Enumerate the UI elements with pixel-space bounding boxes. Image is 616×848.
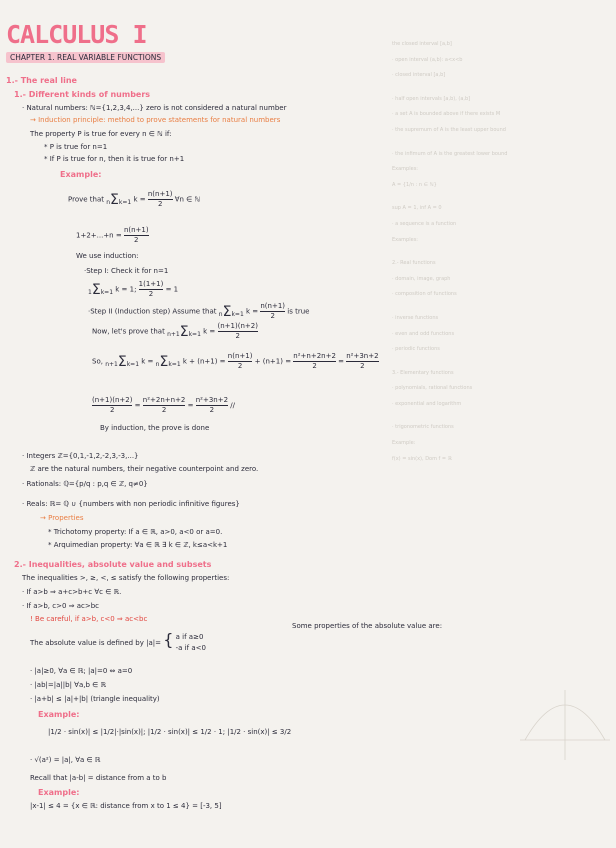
result-equation: $\frac{(n+1)(n+2)}{2}$ = $\frac{\text{n²+2n+n+2}}{2}$ = $\frac{\text{n²+3n+2}}{2}$ // (92, 396, 235, 414)
step-2-is-true: is true (287, 307, 310, 316)
bleed-through-line: · trigonometric functions (392, 424, 454, 431)
case-1: a if a≥0 (175, 633, 204, 641)
archimedean-text: * Arquimedian property: ∀a ∈ ℝ ∃ k ∈ ℤ, k≤a<k+1 (48, 541, 228, 549)
recall-text: Recall that |a-b| = distance from a to b (30, 774, 167, 782)
example-label: Example: (60, 170, 102, 179)
bleed-through-line: 3.- Elementary functions (392, 369, 454, 376)
bleed-through-line: · polynomials, rational functions (392, 385, 473, 392)
fraction: $\frac{(n+1)(n+2)}{2}$ (92, 396, 133, 414)
step-1-result: = 1 (165, 285, 179, 294)
bleed-through-line: · exponential and logarithm (392, 400, 462, 407)
bleed-through-line: · domain, image, graph (392, 275, 451, 282)
conclusion-text: By induction, the prove is done (100, 424, 210, 432)
step-2-prove-label: Now, let's prove that (92, 327, 165, 336)
reals-text: · Reals: ℝ= ℚ ∪ {numbers with non periodic infinitive figures} (22, 500, 240, 508)
bleed-through-line: · even and odd functions (392, 330, 455, 337)
brace: { (163, 630, 174, 649)
bleed-through-line: · the supremum of A is the least upper bound (392, 126, 506, 133)
absdef-label: The absolute value is defined by |a|= (30, 639, 161, 647)
properties-label: → Properties (40, 514, 84, 522)
abs-example-equation: |1/2 · sin(x)| ≤ |1/2|·|sin(x)|; |1/2 · sin(x)| ≤ 1/2 · 1; |1/2 · sin(x)| ≤ 3/2 (48, 728, 292, 736)
so-equation: So, n+1Σk=1 k = nΣk=1 k + (n+1) = $\frac{n(n+1)}{2}$ + (n+1) = $\frac{\text{n²+n+2n+2}}{2}$ = $\frac{\text{n²+3n+2}}{2}$ (92, 352, 379, 370)
step-2-label: ·Step II (Induction step) Assume that (88, 307, 217, 316)
example-label: Example: (38, 710, 80, 719)
bleed-through-line: Examples: (392, 236, 418, 243)
bleed-through-line: · closed interval [a,b] (392, 72, 446, 79)
sum-symbol: nΣk=1 (218, 303, 244, 320)
abs-properties-intro: Some properties of the absolute value are: (292, 622, 443, 630)
faint-graph (520, 690, 610, 760)
sum-symbol: nΣk=1 (106, 191, 132, 208)
bleed-through-line: sup A = 1, inf A = 0 (392, 205, 442, 212)
inequality-property: · If a>b ⇒ a+c>b+c ∀c ∈ ℝ. (22, 588, 122, 596)
absolute-value-definition (30, 630, 206, 654)
property-text: The property P is true for every n ∈ ℕ if: (30, 130, 172, 138)
bleed-through-line: · a set A is bounded above if there exists M (392, 111, 501, 118)
rationals-text: · Rationals: ℚ={p/q : p,q ∈ ℤ, q≠0} (22, 480, 148, 488)
fraction: $\frac{\text{n²+n+2n+2}}{2}$ (293, 352, 336, 370)
fraction: $\frac{\text{n²+3n+2}}{2}$ (346, 352, 379, 370)
bleed-through-line: · open interval (a,b): a<x<b (392, 56, 463, 63)
inequalities-intro: The inequalities >, ≥, <, ≤ satisfy the following properties: (22, 574, 230, 582)
sum-symbol: n+1Σk=1 (105, 353, 140, 370)
fraction: $\frac{n(n+1)}{2}$ (147, 190, 173, 208)
subsection-heading: 1.- Different kinds of numbers (14, 90, 151, 99)
warning-text: ! Be careful, if a>b, c<0 ⇒ ac<bc (30, 615, 148, 623)
fraction: $\frac{1(1+1)}{2}$ (138, 280, 164, 298)
bleed-through-line: · composition of functions (392, 291, 457, 298)
step-2-equation: ·Step II (Induction step) Assume that nΣk=1 k = $\frac{n(n+1)}{2}$ is true (88, 302, 310, 320)
bleed-through-line: the closed interval [a,b] (392, 41, 452, 47)
so-label: So, (92, 357, 103, 366)
integers-description: ℤ are the natural numbers, their negative counterpoint and zero. (30, 465, 259, 473)
induction-principle-text: → Induction principle: method to prove statements for natural numbers (30, 116, 281, 124)
integers-text: · Integers ℤ={0,1,-1,2,-2,3,-3,...} (22, 452, 139, 460)
sum-lhs: 1+2+...+n = (76, 231, 122, 240)
fraction: $\frac{(n+1)(n+2)}{2}$ (217, 322, 258, 340)
prove-label: Prove that (68, 195, 104, 204)
abs-property: · |ab|=|a||b| ∀a,b ∈ ℝ (30, 681, 106, 689)
sum-symbol: nΣk=1 (155, 353, 181, 370)
fraction: $\frac{n(n+1)}{2}$ (227, 352, 253, 370)
bleed-through-line: A = {1/n : n ∈ ℕ} (392, 181, 437, 188)
fraction: $\frac{\text{n²+3n+2}}{2}$ (195, 396, 229, 414)
prove-equation: Prove that nΣk=1 k = $\frac{n(n+1)}{2}$ ∀n ∈ ℕ (68, 190, 201, 208)
bleed-through-line: · the infimum of A is the greatest lower bound (392, 150, 508, 157)
distance-example: |x-1| ≤ 4 = {x ∈ ℝ: distance from x to 1 ≤ 4} = [-3, 5] (30, 802, 222, 810)
bleed-through-line: · a sequence is a function (392, 220, 457, 227)
step-1-equation: 1Σk=1 k = 1; $\frac{1(1+1)}{2}$ = 1 (88, 280, 179, 298)
trichotomy-text: * Trichotomy property: If a ∈ ℝ, a>0, a<0 or a=0. (48, 528, 223, 536)
bullet-text: * P is true for n=1 (44, 143, 108, 151)
bleed-through-line: Example: (392, 440, 416, 447)
abs-property: · |a|≥0, ∀a ∈ ℝ; |a|=0 ⇔ a=0 (30, 667, 133, 675)
abs-property: · |a+b| ≤ |a|+|b| (triangle inequality) (30, 695, 160, 703)
cases (176, 632, 206, 654)
section-2-heading: 2.- Inequalities, absolute value and subsets (14, 560, 212, 569)
induction-intro: We use induction: (76, 252, 139, 260)
natural-numbers-text: · Natural numbers: ℕ={1,2,3,4,...} zero is not considered a natural number (22, 104, 287, 112)
page-title: CALCULUS I (6, 20, 147, 49)
example-label: Example: (38, 788, 80, 797)
fraction: $\frac{n(n+1)}{2}$ (123, 226, 149, 244)
sqrt-property: · √(a²) = |a|, ∀a ∈ ℝ (30, 756, 101, 764)
bleed-through-line: Examples: (392, 166, 418, 173)
sum-equation (76, 226, 149, 245)
inequality-property: · If a>b, c>0 ⇒ ac>bc (22, 602, 100, 610)
section-1-heading: 1.- The real line (6, 76, 77, 85)
case-2: -a if a<0 (175, 644, 206, 652)
step-1-label: ·Step I: Check it for n=1 (84, 267, 169, 275)
bullet-text: * If P is true for n, then it is true for n+1 (44, 155, 185, 163)
fraction: $\frac{n(n+1)}{2}$ (260, 302, 286, 320)
bleed-through-line: · inverse functions (392, 314, 439, 321)
chapter-banner: CHAPTER 1. REAL VARIABLE FUNCTIONS (6, 52, 165, 63)
bleed-through-line: 2.- Real functions (392, 260, 436, 267)
forall-label: ∀n ∈ ℕ (174, 195, 201, 204)
step-2-prove: Now, let's prove that n+1Σk=1 k = $\frac{(n+1)(n+2)}{2}$ (92, 322, 258, 340)
bleed-through-line: · periodic functions (392, 346, 440, 353)
bleed-through-line: f(x) = sin(x), Dom f = ℝ (392, 455, 452, 462)
sum-symbol: 1Σk=1 (88, 281, 114, 298)
fraction: $\frac{\text{n²+2n+n+2}}{2}$ (142, 396, 186, 414)
bleed-through-line: · half open intervals [a,b), (a,b] (392, 95, 471, 102)
bleed-through-text (392, 40, 612, 680)
sum-symbol: n+1Σk=1 (167, 323, 201, 340)
